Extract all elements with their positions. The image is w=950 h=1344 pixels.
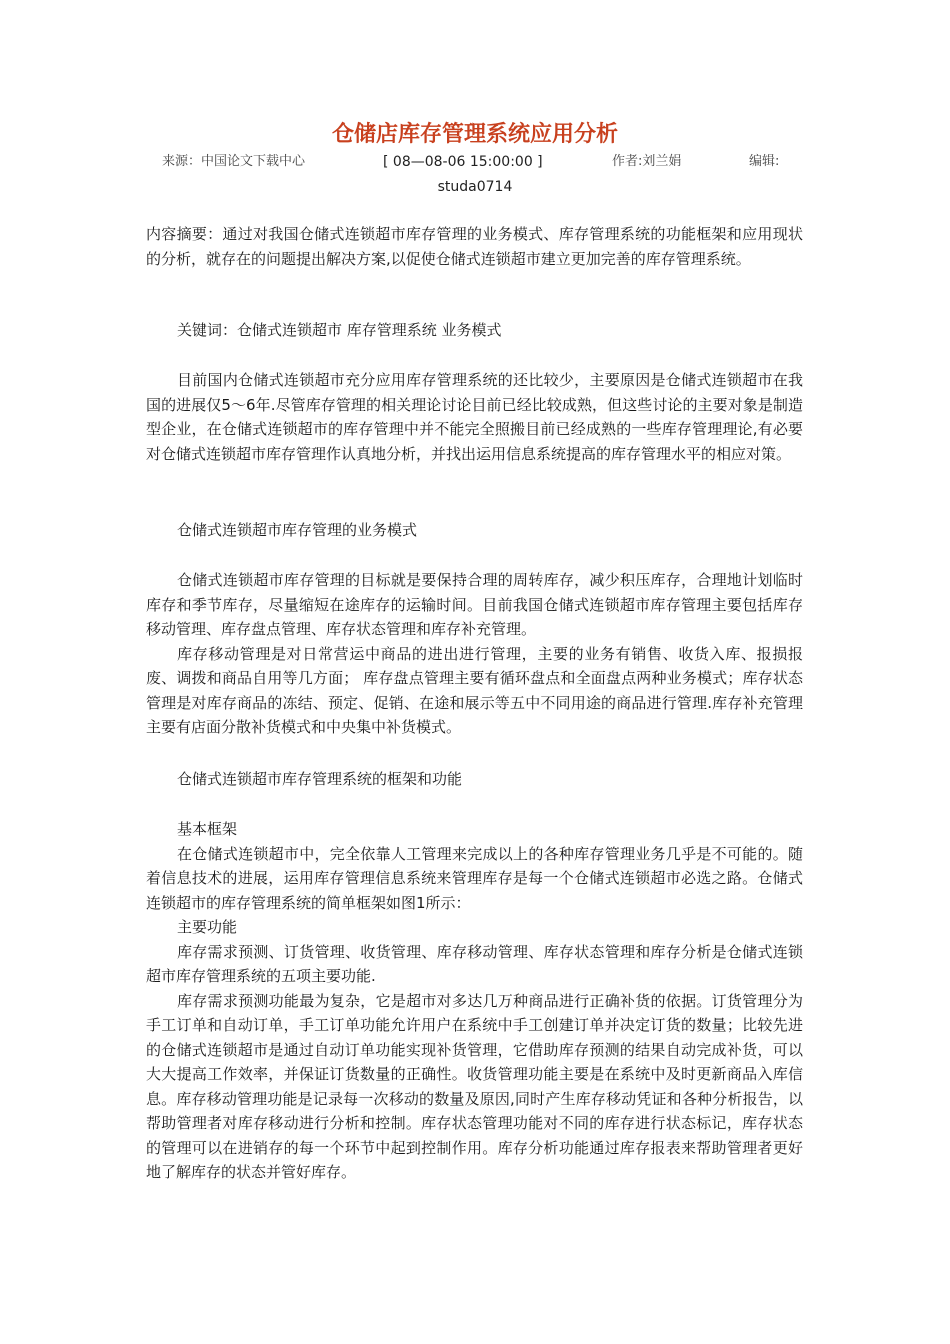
editor-name: studa0714 [437, 179, 513, 195]
abstract-paragraph [146, 222, 803, 271]
heading-block-2 [146, 767, 803, 792]
article-meta [0, 152, 950, 172]
article-title: 仓储店库存管理系统应用分析 [331, 122, 618, 147]
abstract: 内容摘要：通过对我国仓储式连锁超市库存管理的业务模式、库存管理系统的功能框架和应用现状的分析，就存在的问题提出解决方案,以促使仓储式连锁超市建立更加完善的库存管理系统。 [146, 225, 803, 268]
timestamp: [ 08—08-06 15:00:00 ] [383, 154, 543, 170]
paragraph-inventory-modes: 库存移动管理是对日常营运中商品的进出进行管理，主要的业务有销售、收货入库、报损报废、调拨和商品自用等几方面； 库存盘点管理主要有循环盘点和全面盘点两种业务模式；库存状态管理是对库存商品的冻结、预定、促销、在途和展示等五中不同用途的商品进行管理.库存补充管理主要有店面分散补货模式和中央集中补货模式。 [146, 644, 803, 736]
subheading-basic-framework: 基本框架 [177, 820, 238, 838]
paragraph-functions-list: 库存需求预测、订货管理、收货管理、库存移动管理、库存状态管理和库存分析是仓储式连锁超市库存管理系统的五项主要功能. [146, 942, 803, 985]
source-label: 来源：中国论文下载中心 [162, 154, 306, 169]
editor-label: 编辑: [749, 154, 780, 169]
keywords: 关键词：仓储式连锁超市 库存管理系统 业务模式 [177, 321, 502, 339]
subheading-main-functions: 主要功能 [177, 918, 238, 936]
paragraph-inventory-goal: 仓储式连锁超市库存管理的目标就是要保持合理的周转库存，减少积压库存，合理地计划临时库存和季节库存，尽量缩短在途库存的运输时间。目前我国仓储式连锁超市库存管理主要包括库存移动管理、库存盘点管理、库存状态管理和库存补充管理。 [146, 571, 803, 638]
author-label: 作者:刘兰娟 [612, 154, 682, 169]
section-1-body [146, 568, 803, 740]
keywords-block [146, 318, 803, 343]
heading-block-1 [146, 518, 803, 543]
intro-paragraph: 目前国内仓储式连锁超市充分应用库存管理系统的还比较少，主要原因是仓储式连锁超市在我国的进展仅5～6年.尽管库存管理的相关理论讨论目前已经比较成熟，但这些讨论的主要对象是制造型企业，在仓储式连锁超市的库存管理中并不能完全照搬目前已经成熟的一些库存管理理论,有必要对仓储式连锁超市库存管理作认真地分析，并找出运用信息系统提高的库存管理水平的相应对策。 [146, 371, 803, 463]
section-heading-business-model: 仓储式连锁超市库存管理的业务模式 [177, 521, 418, 539]
paragraph-functions-detail: 库存需求预测功能最为复杂，它是超市对多达几万种商品进行正确补货的依据。订货管理分为手工订单和自动订单，手工订单功能允许用户在系统中手工创建订单并决定订货的数量；比较先进的仓储式连锁超市是通过自动订单功能实现补货管理，它借助库存预测的结果自动完成补货，可以大大提高工作效率，并保证订货数量的正确性。收货管理功能主要是在系统中及时更新商品入库信息。库存移动管理功能是记录每一次移动的数量及原因,同时产生库存移动凭证和各种分析报告，以帮助管理者对库存移动进行分析和控制。库存状态管理功能对不同的库存进行状态标记，库存状态的管理可以在进销存的每一个环节中起到控制作用。库存分析功能通过库存报表来帮助管理者更好地了解库存的状态并管好库存。 [146, 991, 803, 1181]
section-heading-framework: 仓储式连锁超市库存管理系统的框架和功能 [177, 770, 463, 788]
intro-block [146, 368, 803, 466]
section-2-body [146, 817, 803, 1185]
paragraph-framework: 在仓储式连锁超市中，完全依靠人工管理来完成以上的各种库存管理业务几乎是不可能的。随着信息技术的进展，运用库存管理信息系统来管理库存是每一个仓储式连锁超市必选之路。仓储式连锁超市的库存管理系统的简单框架如图1所示： [146, 844, 803, 912]
